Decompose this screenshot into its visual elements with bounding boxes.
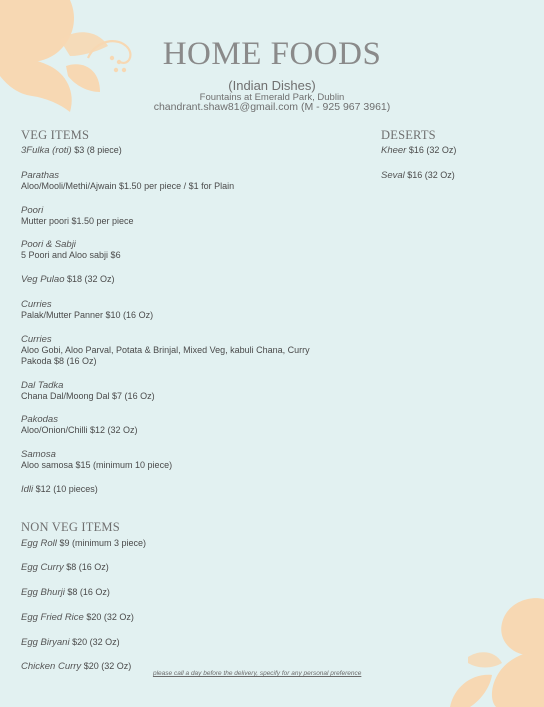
page-title: HOME FOODS: [162, 36, 382, 72]
menu-item: Veg Pulao $18 (32 Oz): [21, 274, 115, 285]
menu-item: Chicken Curry $20 (32 Oz): [21, 661, 132, 672]
menu-item: Idli $12 (10 pieces): [21, 484, 98, 495]
menu-item: Pakodas Aloo/Onion/Chilli $12 (32 Oz): [21, 414, 138, 435]
menu-item: Kheer $16 (32 Oz): [381, 145, 457, 156]
menu-item: Parathas Aloo/Mooli/Methi/Ajwain $1.50 per piece / $1 for Plain: [21, 170, 235, 191]
menu-item: Egg Fried Rice $20 (32 Oz): [21, 612, 134, 623]
menu-item: Egg Biryani $20 (32 Oz): [21, 637, 120, 648]
menu-item: Egg Bhurji $8 (16 Oz): [21, 587, 110, 598]
deserts-heading: DESERTS: [381, 128, 436, 142]
menu-item: Curries Aloo Gobi, Aloo Parval, Potata & Brinjal, Mixed Veg, kabuli Chana, Curry Pakoda $8 (16 Oz): [21, 334, 310, 366]
page-subtitle: (Indian Dishes): [228, 78, 316, 93]
menu-item: Seval $16 (32 Oz): [381, 170, 455, 181]
menu-item: Curries Palak/Mutter Panner $10 (16 Oz): [21, 299, 154, 320]
veg-items-heading: VEG ITEMS: [21, 128, 90, 142]
contact-line: chandrant.shaw81@gmail.com (M - 925 967 3961): [153, 101, 391, 113]
menu-item: Samosa Aloo samosa $15 (minimum 10 piece): [21, 449, 173, 470]
menu-item: Dal Tadka Chana Dal/Moong Dal $7 (16 Oz): [21, 380, 155, 401]
menu-item: Egg Roll $9 (minimum 3 piece): [21, 538, 146, 549]
nonveg-items-heading: NON VEG ITEMS: [21, 520, 120, 534]
footer-note: please call a day before the delivery, specify for any personal preference: [153, 670, 362, 677]
menu-item: 3Fulka (roti) $3 (8 piece): [21, 145, 122, 156]
menu-item: Egg Curry $8 (16 Oz): [21, 562, 109, 573]
menu-item: Poori & Sabji 5 Poori and Aloo sabji $6: [21, 239, 121, 260]
address-line: Fountains at Emerald Park, Dublin: [199, 92, 345, 103]
floral-ornament-bottom-right: [448, 597, 544, 707]
menu-item: Poori Mutter poori $1.50 per piece: [21, 205, 134, 226]
